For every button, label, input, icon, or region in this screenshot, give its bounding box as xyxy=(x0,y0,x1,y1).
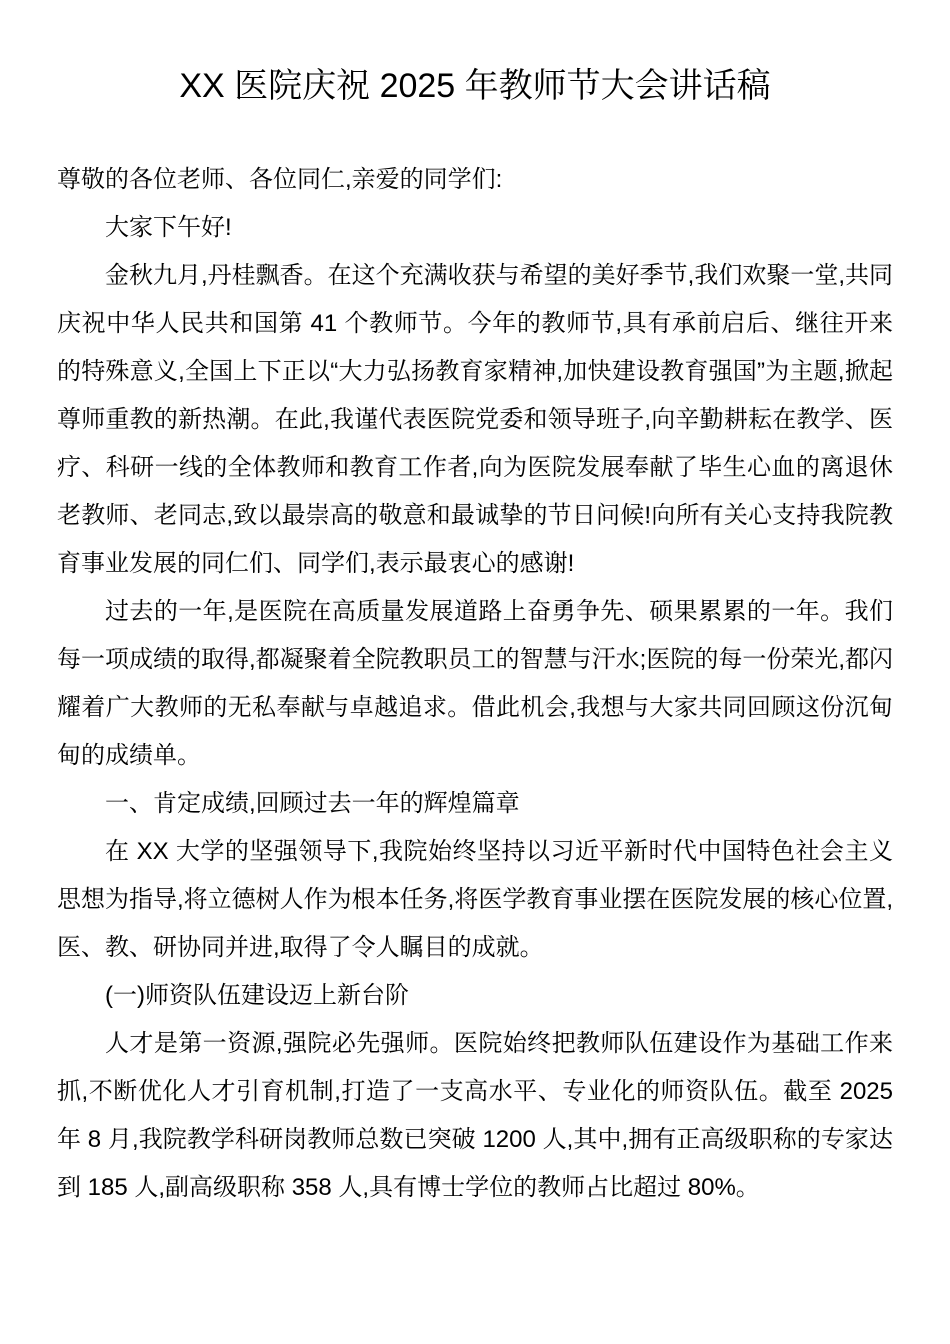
subsection-heading-1-1: (一)师资队伍建设迈上新台阶 xyxy=(105,982,409,1009)
opening-paragraph: 金秋九月,丹桂飘香。在这个充满收获与希望的美好季节,我们欢聚一堂,共同庆祝中华人民共和国第 41 个教师节。今年的教师节,具有承前启后、继往开来的特殊意义,全国上下正以“大力弘扬教育家精神,加快建设教育强国”为主题,掀起尊师重教的新热潮。在此,我谨代表医院党委和领导班子,向辛勤耕耘在教学、医疗、科研一线的全体教师和教育工作者,向为医院发展奉献了毕生心血的离退休老教师、老同志,致以最崇高的敬意和最诚挚的节日问候!向所有关心支持我院教育事业发展的同仁们、同学们,表示最衷心的感谢! xyxy=(57,262,894,577)
greeting-line: 大家下午好! xyxy=(105,214,232,241)
review-paragraph: 过去的一年,是医院在高质量发展道路上奋勇争先、硕果累累的一年。我们每一项成绩的取得,都凝聚着全院教职员工的智慧与汗水;医院的每一份荣光,都闪耀着广大教师的无私奉献与卓越追求。借此机会,我想与大家共同回顾这份沉甸甸的成绩单。 xyxy=(57,598,894,769)
document-title: XX 医院庆祝 2025 年教师节大会讲话稿 xyxy=(179,67,771,105)
faculty-stats-paragraph: 人才是第一资源,强院必先强师。医院始终把教师队伍建设作为基础工作来抓,不断优化人才引育机制,打造了一支高水平、专业化的师资队伍。截至 2025 年 8 月,我院教学科研岗教师总数已突破 1200 人,其中,拥有正高级职称的专家达到 185 人,副高级职称 358 人,具有博士学位的教师占比超过 80%。 xyxy=(57,1030,893,1201)
section-1-intro-paragraph: 在 XX 大学的坚强领导下,我院始终坚持以习近平新时代中国特色社会主义思想为指导,将立德树人作为根本任务,将医学教育事业摆在医院发展的核心位置,医、教、研协同并进,取得了令人瞩目的成就。 xyxy=(57,838,894,961)
section-heading-1: 一、肯定成绩,回顾过去一年的辉煌篇章 xyxy=(105,790,520,817)
salutation-line: 尊敬的各位老师、各位同仁,亲爱的同学们: xyxy=(57,166,503,193)
